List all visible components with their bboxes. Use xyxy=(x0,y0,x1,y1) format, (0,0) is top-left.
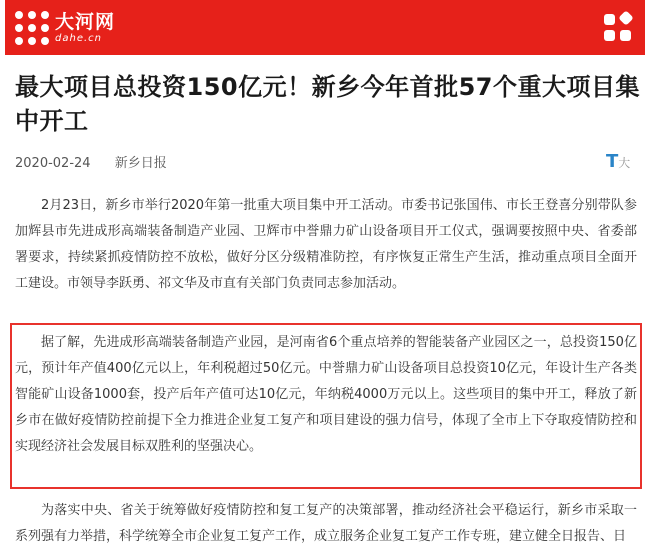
site-header xyxy=(5,0,645,55)
article-meta xyxy=(15,152,167,171)
apps-menu-icon xyxy=(601,11,635,45)
article-paragraph-3: 为落实中央、省关于统筹做好疫情防控和复工复产的决策部署，推动经济社会平稳运行，新乡市采取一系列强有力举措，科学统筹全市企业复工复产工作，成立服务企业复工复产工作专班，建立健全日报告、日 xyxy=(15,503,637,544)
font-size-toggle[interactable] xyxy=(606,151,630,172)
article-paragraph-2: 据了解，先进成形高端装备制造产业园，是河南省6个重点培养的智能装备产业园区之一，总投资150亿元，预计年产值400亿元以上，年利税超过50亿元。中誉鼎力矿山设备项目总投资10亿元，年设计生产各类智能矿山设备1000套，投产后年产值可达10亿元，年纳税4000万元以上。这些项目的集中开工，释放了新乡市在做好疫情防控前提下全力推进企业复工复产和项目建设的强力信号，体现了全市上下夺取疫情防控和实现经济社会发展目标双胜利的坚强决心。 xyxy=(15,335,637,454)
article-source: 新乡日报 xyxy=(114,156,167,171)
article-date: 2020-02-24 xyxy=(15,156,91,171)
dotted-grid-logo-icon xyxy=(15,11,49,45)
article-paragraph-1: 2月23日，新乡市举行2020年第一批重大项目集中开工活动。市委书记张国伟、市长王登喜分别带队参加辉县市先进成形高端装备制造产业园、卫辉市中誉鼎力矿山设备项目开工仪式，强调要按照中央、省委部署要求，持续紧抓疫情防控不放松，做好分区分级精准防控，有序恢复正常生产生活，推动重点项目全面开工建设。市领导李跃勇、祁文华及市直有关部门负责同志参加活动。 xyxy=(15,198,637,291)
font-size-small-label: 大 xyxy=(618,156,631,170)
article-title: 最大项目总投资150亿元！新乡今年首批57个重大项目集中开工 xyxy=(15,73,640,135)
font-size-big-label: T xyxy=(606,151,619,172)
site-logo[interactable] xyxy=(15,8,115,48)
apps-menu-button[interactable] xyxy=(601,11,635,45)
logo-name: 大河网 xyxy=(55,10,116,33)
logo-domain: dahe.cn xyxy=(55,32,102,44)
